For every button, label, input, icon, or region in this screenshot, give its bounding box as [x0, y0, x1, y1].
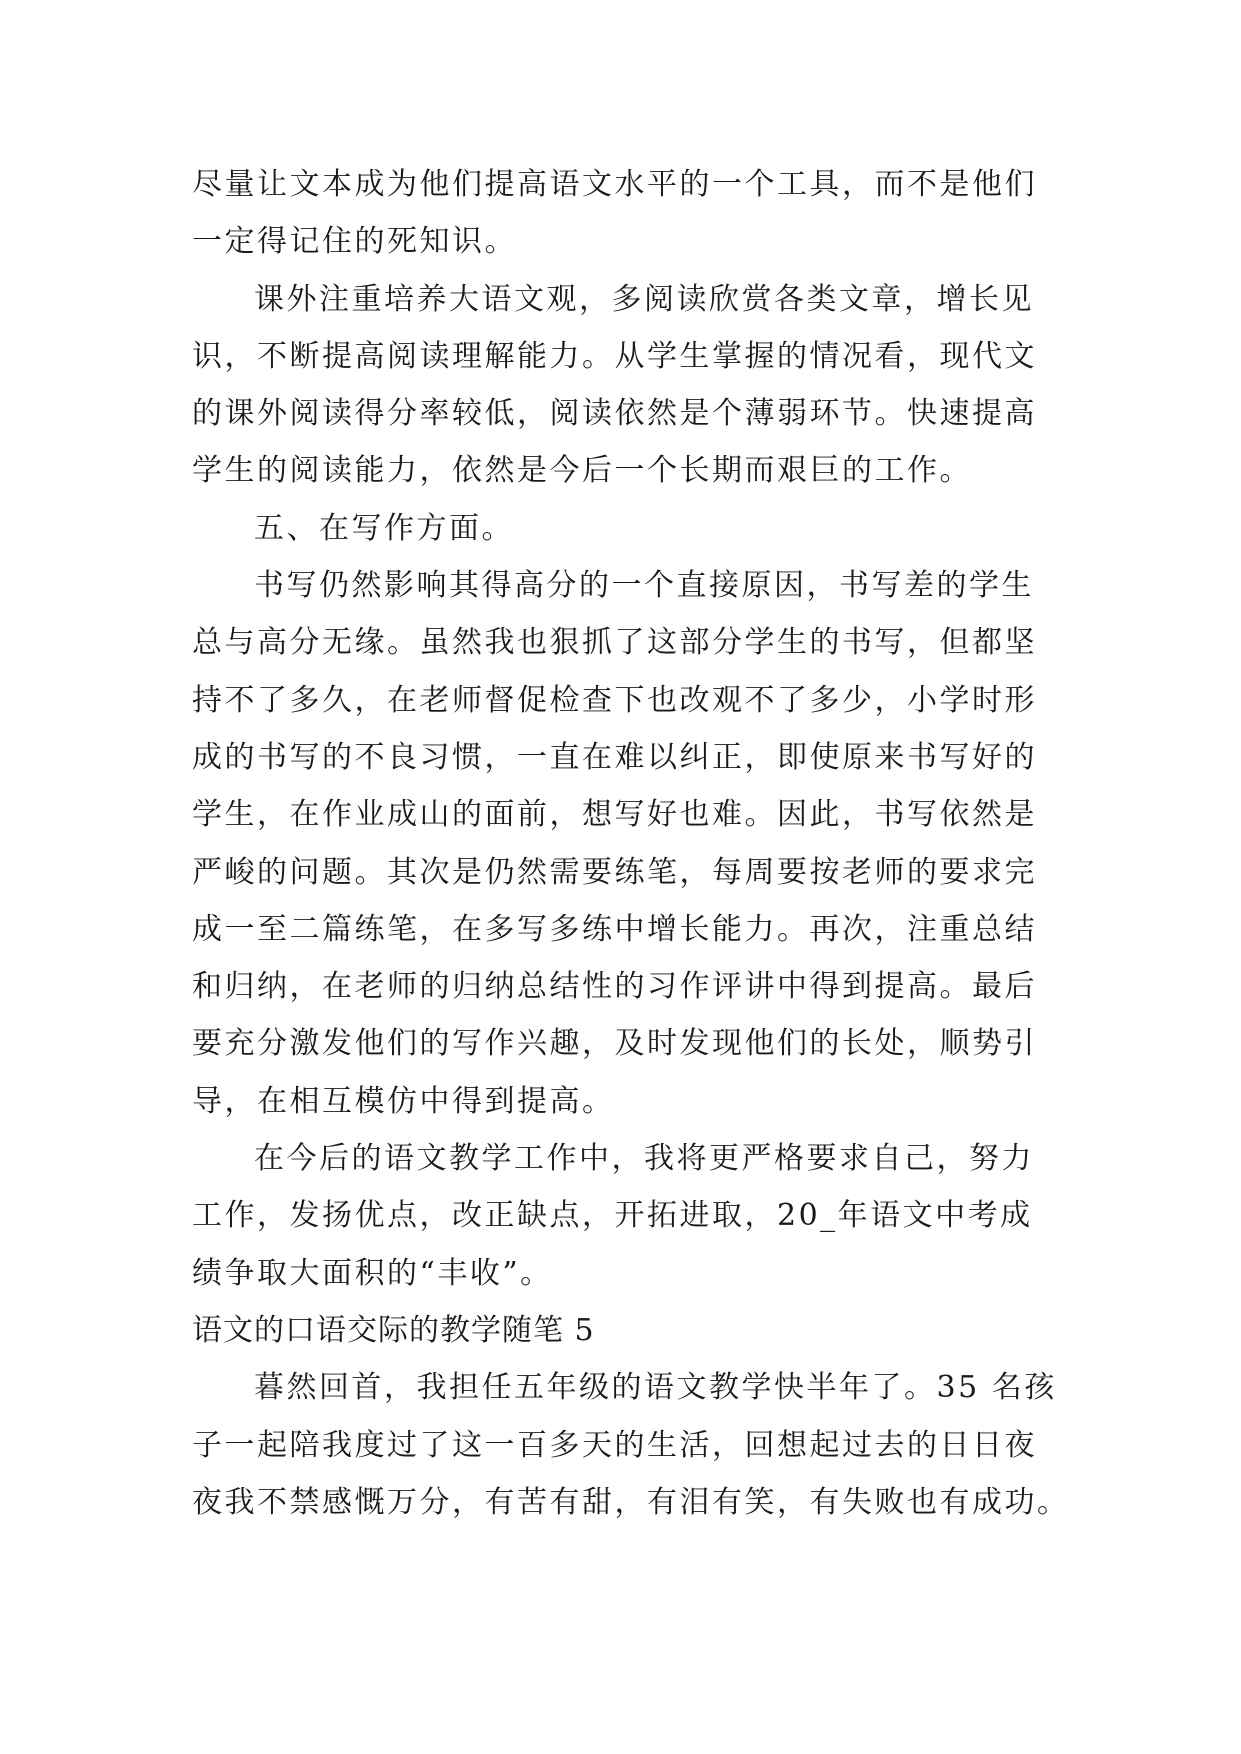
text-line: 语文的口语交际的教学随笔 5 [192, 1312, 595, 1348]
text-line: 和归纳，在老师的归纳总结性的习作评讲中得到提高。最后 [192, 969, 1037, 1005]
text-line: 的课外阅读得分率较低，阅读依然是个薄弱环节。快速提高 [192, 396, 1037, 432]
article-title [192, 1302, 1052, 1359]
text-line: 课外注重培养大语文观，多阅读欣赏各类文章，增长见 [254, 281, 1034, 317]
section-heading [192, 500, 1052, 557]
text-line: 学生的阅读能力，依然是今后一个长期而艰巨的工作。 [192, 453, 972, 489]
text-line: 在今后的语文教学工作中，我将更严格要求自己，努力 [254, 1141, 1034, 1177]
text-line: 成一至二篇练笔，在多写多练中增长能力。再次，注重总结 [192, 911, 1037, 947]
text-line: 严峻的问题。其次是仍然需要练笔，每周要按老师的要求完 [192, 854, 1037, 890]
text-line: 导，在相互模仿中得到提高。 [192, 1083, 615, 1119]
text-line: 夜我不禁感慨万分，有苦有甜，有泪有笑，有失败也有成功。 [192, 1484, 1070, 1520]
paragraph [192, 1130, 1052, 1302]
text-line: 五、在写作方面。 [254, 510, 514, 546]
text-line: 成的书写的不良习惯，一直在难以纠正，即使原来书写好的 [192, 739, 1037, 775]
text-line: 要充分激发他们的写作兴趣，及时发现他们的长处，顺势引 [192, 1026, 1037, 1062]
text-line: 子一起陪我度过了这一百多天的生活，回想起过去的日日夜 [192, 1427, 1037, 1463]
text-line: 一定得记住的死知识。 [192, 224, 517, 260]
document-body [192, 156, 1070, 1531]
text-line: 持不了多久，在老师督促检查下也改观不了多少，小学时形 [192, 682, 1037, 718]
paragraph [192, 271, 1052, 500]
paragraph [192, 557, 1052, 1130]
text-line: 学生，在作业成山的面前，想写好也难。因此，书写依然是 [192, 797, 1037, 833]
text-line: 尽量让文本成为他们提高语文水平的一个工具，而不是他们 [192, 167, 1037, 202]
text-line: 书写仍然影响其得高分的一个直接原因，书写差的学生 [254, 568, 1034, 604]
text-line: 绩争取大面积的“丰收”。 [192, 1255, 553, 1291]
text-line: 总与高分无缘。虽然我也狠抓了这部分学生的书写，但都坚 [192, 625, 1037, 661]
text-line: 识，不断提高阅读理解能力。从学生掌握的情况看，现代文 [192, 338, 1037, 374]
text-line: 工作，发扬优点，改正缺点，开拓进取，20_年语文中考成 [192, 1198, 1033, 1234]
paragraph [192, 1359, 1070, 1531]
text-line: 暮然回首，我担任五年级的语文教学快半年了。35 名孩 [254, 1370, 1057, 1406]
paragraph [192, 156, 1052, 271]
